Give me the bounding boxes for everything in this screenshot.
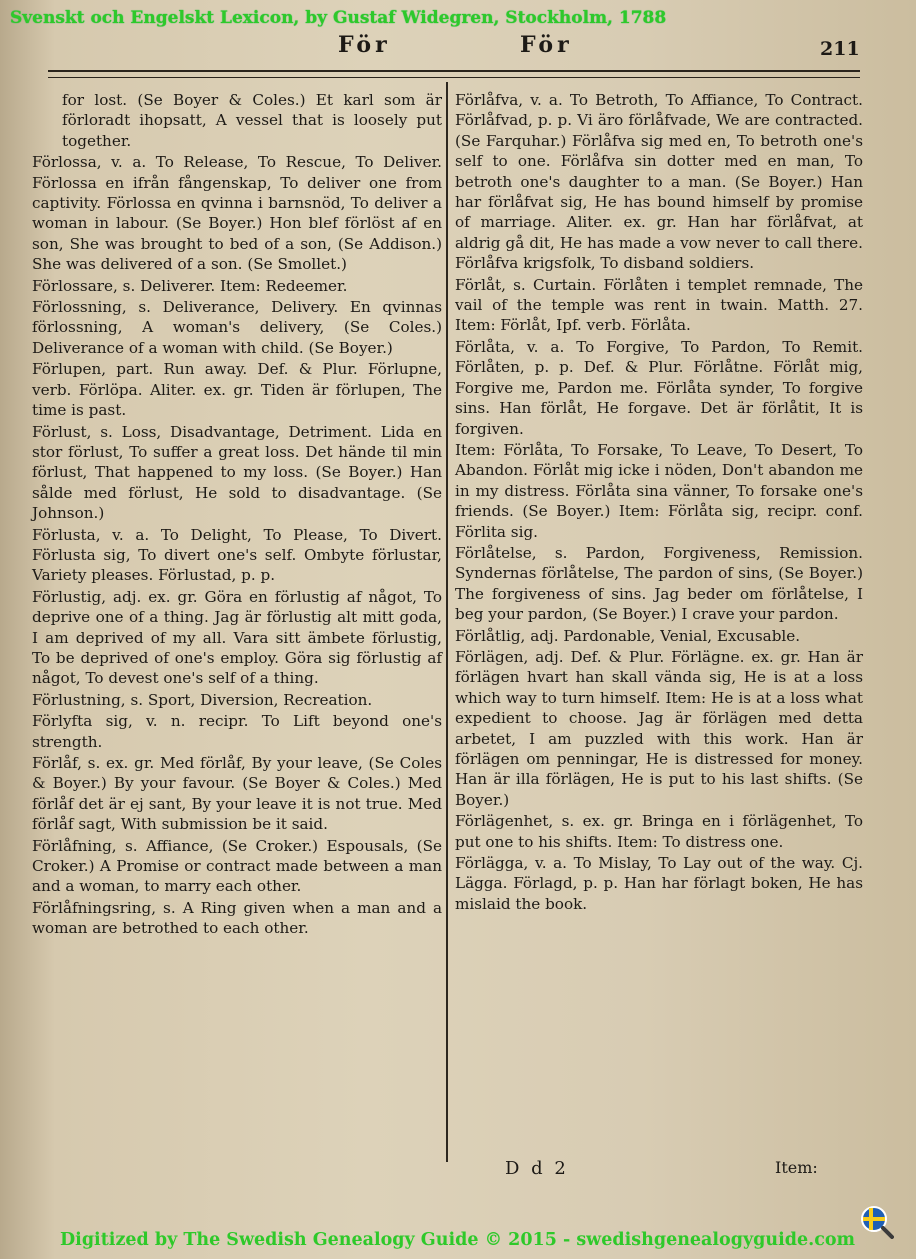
entry-paragraph: Förlustig, adj. ex. gr. Göra en förlustig af något, To deprive one of a thing. Jag är förlustig alt mitt goda, I am deprived of my all. Vara sitt ämbete förlustig, To be deprived of one's employ. Göra sig förlustig af något, To devest one's self of a thing. <box>32 587 442 688</box>
entry-paragraph: Förlåtlig, adj. Pardonable, Venial, Excusable. <box>455 626 801 645</box>
source-banner: Svenskt och Engelskt Lexicon, by Gustaf Widegren, Stockholm, 1788 <box>10 8 667 28</box>
entry-paragraph: Förlyfta sig, v. n. recipr. To Lift beyond one's strength. <box>32 712 442 751</box>
entry-paragraph: Förlåta, v. a. To Forgive, To Pardon, To Remit. Förlåten, p. p. Def. & Plur. Förlåtne. Förlåt mig, Forgive me, Pardon me. Förlåta synder, To forgive sins. Han förlåt, He forgave. Det är förlåtit, It is forgiven. <box>455 337 863 438</box>
digitizer-credit: Digitized by The Swedish Genealogy Guide © 2015 - swedishgenealogyguide.com <box>60 1230 856 1250</box>
entry-paragraph: Förlägen, adj. Def. & Plur. Förlägne. ex. gr. Han är förlägen hvart han skall vända sig, He is at a loss which way to turn himself. Item: He is at a loss what expedient to choose. Jag är förlägen med detta arbetet, I am puzzled with this work. Han är förlägen om penningar, He is distressed for money. Han är illa förlägen, He is put to his last shifts. (Se Boyer.) <box>455 647 863 809</box>
entry-paragraph: Förlusta, v. a. To Delight, To Please, To Divert. Förlusta sig, To divert one's self. Ombyte förlustar, Variety pleases. Förlustad, p. p. <box>32 525 442 585</box>
entry-paragraph: Förlustning, s. Sport, Diversion, Recreation. <box>32 690 373 709</box>
entry-paragraph: Förlossare, s. Deliverer. Item: Redeemer. <box>32 276 348 295</box>
header-left-word: För <box>338 32 391 58</box>
entry-paragraph: Förlåt, s. Curtain. Förlåten i templet remnade, The vail of the temple was rent in twain. Matth. 27. Item: Förlåt, Ipf. verb. Förlåta. <box>455 275 863 335</box>
signature-mark: D d 2 <box>505 1158 569 1179</box>
entry-paragraph: Förlossa, v. a. To Release, To Rescue, To Deliver. Förlossa en ifrån fångenskap, To deliver one from captivity. Förlossa en qvinna i barnsnöd, To deliver a woman in labour. (Se Boyer.) Hon blef förlöst af en son, She was brought to bed of a son, (Se Addison.) She was delivered of a son. (Se Smollet.) <box>32 153 442 274</box>
column-divider <box>446 82 448 1162</box>
entry-paragraph: Förlägga, v. a. To Mislay, To Lay out of the way. Cj. Lägga. Förlagd, p. p. Han har förlagt boken, He has mislaid the book. <box>455 854 863 913</box>
entry-paragraph: for lost. (Se Boyer & Coles.) Et karl som är förloradt ihopsatt, A vessel that is loosely put together. <box>62 91 442 150</box>
entry-paragraph: Förlust, s. Loss, Disadvantage, Detriment. Lida en stor förlust, To suffer a great loss. Det hände til min förlust, That happened to my loss. (Se Boyer.) Han sålde med förlust, He sold to disadvantage. (Se Johnson.) <box>32 422 442 523</box>
page-number: 211 <box>820 38 860 60</box>
entry-paragraph: Item: Förlåta, To Forsake, To Leave, To Desert, To Abandon. Förlåt mig icke i nöden, Don't abandon me in my distress. Förlåta sina vänner, To forsake one's friends. (Se Boyer.) Item: Förlåta sig, recipr. conf. Förlita sig. <box>455 440 863 541</box>
entry-paragraph: Förlupen, part. Run away. Def. & Plur. Förlupne, verb. Förlöpa. Aliter. ex. gr. Tiden är förlupen, The time is past. <box>32 360 442 420</box>
entry-paragraph: Förlåf, s. ex. gr. Med förlåf, By your leave, (Se Coles & Boyer.) By your favour. (Se Boyer & Coles.) Med förlåf det är ej sant, By your leave it is not true. Med förlåf sagt, With submission be it said. <box>32 754 442 834</box>
catchword: Item: <box>775 1158 818 1177</box>
swedish-flag-magnifier-icon <box>860 1205 894 1239</box>
header-rule <box>48 70 860 78</box>
entry-paragraph: Förlåfning, s. Affiance, (Se Croker.) Espousals, (Se Croker.) A Promise or contract made between a man and a woman, to marry each other. <box>32 836 442 896</box>
entry-paragraph: Förlägenhet, s. ex. gr. Bringa en i förlägenhet, To put one to his shifts. Item: To distress one. <box>455 812 863 851</box>
entry-paragraph: Förlossning, s. Deliverance, Delivery. En qvinnas förlossning, A woman's delivery, (Se Coles.) Deliverance of a woman with child. (Se Boyer.) <box>32 298 442 357</box>
entry-paragraph: Förlåfva, v. a. To Betroth, To Affiance, To Contract. Förlåfvad, p. p. Vi äro förlåfvade, We are contracted. (Se Farquhar.) Förlåfva sig med en, To betroth one's self to one. Förlåfva sin dotter med en man, To betroth one's daughter to a man. (Se Boyer.) Han har förlåfvat sig, He has bound himself by promise of marriage. Aliter. ex. gr. Han har förlåfvat, at aldrig gå dit, He has made a vow never to call there. Förlåfva krigsfolk, To disband soldiers. <box>455 91 863 273</box>
running-header <box>0 30 916 66</box>
right-column <box>455 90 863 915</box>
header-right-word: För <box>520 32 573 58</box>
entry-paragraph: Förlåtelse, s. Pardon, Forgiveness, Remission. Syndernas förlåtelse, The pardon of sins, (Se Boyer.) The forgiveness of sins. Jag beder om förlåtelse, I beg your pardon, (Se Boyer.) I crave your pardon. <box>455 543 863 624</box>
left-column <box>32 90 442 940</box>
entry-paragraph: Förlåfningsring, s. A Ring given when a man and a woman are betrothed to each other. <box>32 898 442 938</box>
